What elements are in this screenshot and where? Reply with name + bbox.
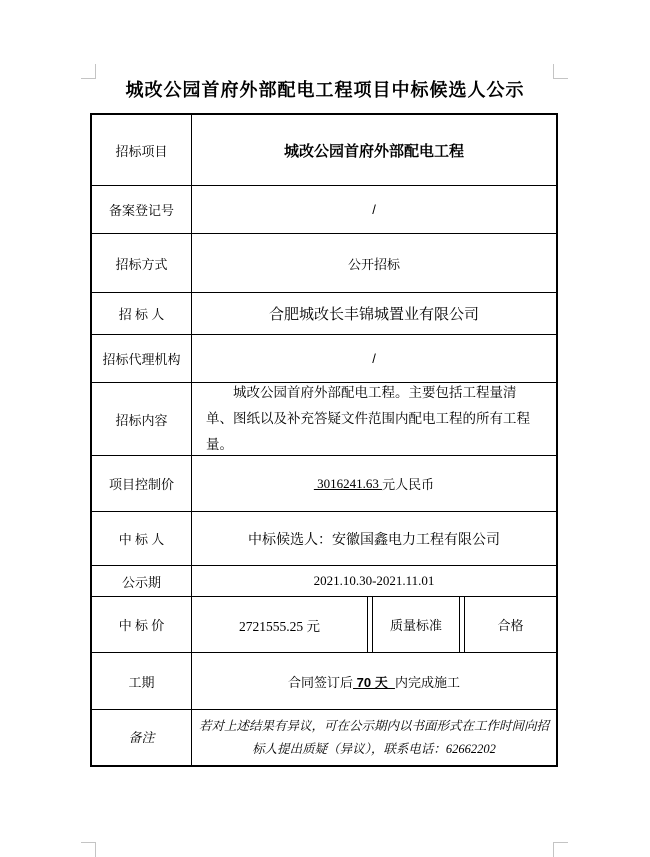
- row-label: 备注: [92, 710, 192, 765]
- row-value: 城改公园首府外部配电工程。主要包括工程量清单、图纸以及补充答疑文件范围内配电工程的所有工程量。: [206, 384, 530, 453]
- table-row-agency: [92, 334, 556, 382]
- period-days: 70 天: [353, 674, 395, 690]
- quality-standard-label: 质量标准: [372, 597, 460, 652]
- table-row-bidding-method: [92, 233, 556, 292]
- row-label: 招标方式: [92, 234, 192, 292]
- row-label: 项目控制价: [92, 456, 192, 511]
- table-row-winning-price: [92, 596, 556, 652]
- winning-price-value: 2721555.25 元: [192, 597, 368, 652]
- row-value: 城改公园首府外部配电工程: [283, 142, 464, 160]
- table-row-remarks: [92, 709, 556, 765]
- row-value: [192, 653, 556, 709]
- row-value: 公开招标: [347, 256, 400, 272]
- table-row-bidding-content: [92, 382, 556, 455]
- row-label: 工期: [92, 653, 192, 709]
- page-title: 城改公园首府外部配电工程项目中标候选人公示: [125, 80, 525, 100]
- row-value: 合肥城改长丰锦城置业有限公司: [268, 306, 479, 323]
- control-price-unit: 元人民币: [382, 477, 435, 492]
- row-value: [192, 456, 556, 511]
- table-row-winning-bidder: [92, 511, 556, 565]
- table-row-registration-no: [92, 185, 556, 233]
- row-value: /: [372, 351, 376, 366]
- table-row-tenderer: [92, 292, 556, 334]
- row-value: 中标候选人：安徽国鑫电力工程有限公司: [248, 530, 500, 547]
- row-label: 招标项目: [92, 115, 192, 185]
- row-label: 中 标 价: [92, 597, 192, 652]
- period-suffix: 内完成施工: [394, 674, 460, 690]
- row-label: 公示期: [92, 566, 192, 596]
- period-prefix: 合同签订后: [288, 674, 354, 690]
- row-label: 招标代理机构: [92, 335, 192, 382]
- row-value: 2021.10.30-2021.11.01: [313, 573, 435, 588]
- row-label: 招标内容: [92, 383, 192, 455]
- bid-announcement-table: [90, 113, 558, 767]
- table-row-construction-period: [92, 652, 556, 709]
- table-row-publicity-period: [92, 565, 556, 596]
- row-label: 备案登记号: [92, 186, 192, 233]
- table-row-project: [92, 115, 556, 185]
- table-row-control-price: [92, 455, 556, 511]
- row-value: 若对上述结果有异议，可在公示期内以书面形式在工作时间向招标人提出质疑（异议），联系电话：62662202: [198, 719, 549, 756]
- quality-standard-value: 合格: [464, 597, 556, 652]
- control-price-number: 3016241.63: [313, 475, 383, 491]
- row-value: /: [372, 202, 376, 217]
- row-label: 中 标 人: [92, 512, 192, 565]
- row-label: 招 标 人: [92, 293, 192, 334]
